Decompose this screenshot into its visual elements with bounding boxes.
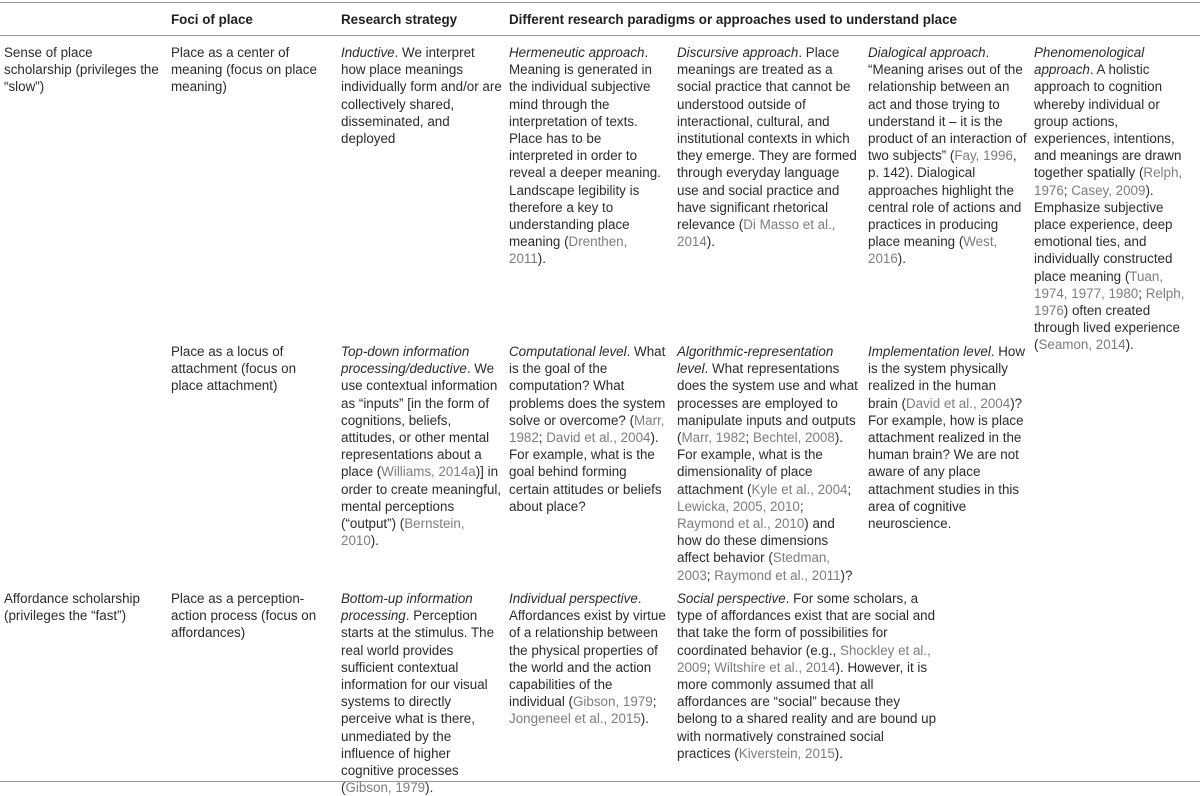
- cell-text: ).: [370, 533, 379, 549]
- cell-text: , p. 142). Dialogical approaches highlight the central role of actions and practices in producing place meaning (: [868, 148, 1022, 250]
- row-2-paradigm-1: [509, 343, 667, 515]
- cell-text: ) often created through lived experience (: [1034, 303, 1180, 353]
- approach-term: Phenomenological approach: [1034, 45, 1145, 78]
- cell-text: ;: [1063, 182, 1072, 198]
- citation: Kyle et al., 2004: [751, 481, 848, 497]
- cell-text: . Perception starts at the stimulus. The real world provides sufficient contextual information for our visual systems to directly perceive what is there, unmediated by the influence of higher cognitive processes (: [341, 608, 495, 796]
- cell-text: ;: [652, 694, 657, 710]
- row-1-strategy: [341, 44, 503, 147]
- row-3-strategy: [341, 590, 503, 796]
- header-research-strategy: Research strategy: [341, 12, 458, 27]
- row-2-strategy: [341, 343, 503, 549]
- cell-text: . How is the system physically realized in the human brain (: [868, 344, 1026, 411]
- citation: Marr, 1982: [509, 412, 665, 446]
- cell-text: )] in order to create meaningful, mental perceptions (“output”) (: [341, 464, 502, 532]
- row-2-focus: Place as a locus of attachment (focus on place attachment): [171, 344, 297, 394]
- approach-term: Implementation level: [868, 344, 991, 359]
- cell-text: ).: [425, 780, 434, 796]
- cell-text: . “Meaning arises out of the relationship between an act and those trying to understand it – it is the product of an interaction of two subjects” (: [868, 45, 1027, 164]
- citation: Kiverstein, 2015: [738, 745, 835, 761]
- citation: Williams, 2014a: [381, 464, 476, 480]
- cell-text: ;: [706, 567, 715, 583]
- approach-term: Algorithmic-representation level: [677, 344, 834, 377]
- cell-text: ;: [847, 481, 852, 497]
- citation: Raymond et al., 2011: [714, 567, 841, 583]
- row-3-focus: Place as a perception-action process (focus on affordances): [171, 591, 317, 641]
- cell-text: ). For example, what is the goal behind forming certain attitudes or beliefs about place?: [509, 430, 662, 514]
- cell-text: ).: [1125, 337, 1134, 353]
- citation: Stedman, 2003: [677, 550, 831, 583]
- row-2-paradigm-3: [868, 343, 1026, 532]
- approach-term: Hermeneutic approach: [509, 45, 645, 60]
- cell-text: . A holistic approach to cognition whereby individual or group actions, experiences, intentions, and meanings are drawn together spatially (: [1034, 62, 1182, 181]
- approach-term: Individual perspective: [509, 591, 638, 606]
- approach-term: Dialogical approach: [868, 45, 986, 60]
- cell-text: ;: [799, 498, 804, 514]
- citation: Fay, 1996: [954, 148, 1013, 164]
- row-3-paradigm-1: [509, 590, 667, 728]
- header-rule: [0, 35, 1200, 36]
- cell-text: . Place meanings are treated as a social practice that cannot be understood outside of interactional, cultural, and institutional contexts in which they emerge. They are formed through everyday language use and social practice and have significant rhetorical relevance (: [677, 45, 857, 233]
- cell-text: ).: [640, 711, 649, 727]
- cell-text: ). Emphasize subjective place experience, deep emotional ties, and individually constructed place meaning (: [1034, 182, 1173, 284]
- cell-text: . What representations does the system use and what processes are employed to manipulate inputs and outputs (: [677, 361, 858, 446]
- approach-term: Social perspective: [677, 591, 786, 606]
- citation: David et al., 2004: [546, 430, 651, 446]
- cell-text: ).: [897, 251, 906, 267]
- citation: Raymond et al., 2010: [677, 516, 805, 532]
- row-2-paradigm-2: [677, 343, 861, 584]
- citation: Bechtel, 2008: [752, 430, 835, 446]
- row-1-paradigm-3: [868, 44, 1028, 268]
- cell-text: ). For example, what is the dimensionality of place attachment (: [677, 430, 844, 497]
- citation: Di Masso et al., 2014: [677, 217, 836, 250]
- cell-text: ) and how do these dimensions affect behavior (: [677, 516, 835, 566]
- citation: Shockley et al., 2009: [677, 642, 931, 675]
- citation: Drenthen, 2011: [509, 234, 628, 267]
- row-1-paradigm-2: [677, 44, 861, 250]
- row-1-paradigm-1: [509, 44, 667, 268]
- citation: Bernstein, 2010: [341, 516, 465, 549]
- citation: Marr, 1982: [681, 430, 746, 446]
- citation: Seamon, 2014: [1038, 337, 1126, 353]
- cell-text: ;: [745, 430, 753, 446]
- cell-text: ).: [834, 745, 843, 761]
- approach-term: Discursive approach: [677, 45, 799, 60]
- citation: Gibson, 1979: [345, 780, 426, 796]
- cell-text: ).: [537, 251, 546, 267]
- approach-term: Computational level: [509, 344, 627, 359]
- cell-text: )? For example, how is place attachment realized in the human brain? We are not aware of any place attachment studies in this area of cognitive neuroscience.: [868, 395, 1024, 532]
- cell-text: ;: [706, 659, 715, 675]
- cell-text: ).: [706, 234, 715, 250]
- approach-term: Bottom-up information processing: [341, 591, 473, 624]
- cell-text: )?: [840, 567, 853, 583]
- row-1-focus: Place as a center of meaning (focus on place meaning): [171, 45, 317, 95]
- citation: Lewicka, 2005, 2010: [677, 498, 800, 514]
- citation: Jongeneel et al., 2015: [509, 711, 641, 727]
- approach-term: Top-down information processing/deductive: [341, 344, 470, 377]
- citation: David et al., 2004: [905, 395, 1011, 411]
- citation: West, 2016: [868, 234, 998, 267]
- citation: Relph, 1976: [1034, 285, 1185, 319]
- citation: Relph, 1976: [1034, 165, 1183, 198]
- cell-text: ). However, it is more commonly assumed that all affordances are “social” because they belong to a shared reality and are bound up with normatively constrained social practices (: [677, 659, 937, 761]
- cell-text: . Meaning is generated in the individual subjective mind through the interpretation of texts. Place has to be interpreted in order to reveal a deeper meaning. Landscape legibility is therefore a key to understanding place meaning (: [509, 45, 661, 250]
- citation: Tuan, 1974, 1977, 1980: [1034, 268, 1164, 301]
- cell-text: . Affordances exist by virtue of a relationship between the physical properties of the world and the action capabilities of the individual (: [509, 591, 666, 710]
- citation: Casey, 2009: [1071, 182, 1146, 198]
- row-1-paradigm-4: [1034, 44, 1194, 354]
- table-bottom-rule: [0, 781, 1200, 782]
- cell-text: . We interpret how place meanings individually form and/or are collectively shared, disseminated, and deployed: [341, 45, 502, 147]
- cell-text: . We use contextual information as “inputs” [in the form of cognitions, beliefs, attitudes, or other mental representations about a place (: [341, 361, 498, 480]
- table-top-rule: [0, 2, 1200, 3]
- cell-text: ;: [538, 430, 547, 446]
- cell-text: . For some scholars, a type of affordances exist that are social and that take the form of possibilities for coordinated behavior (e.g.,: [677, 591, 936, 658]
- approach-term: Inductive: [341, 45, 395, 60]
- cell-text: ;: [1138, 285, 1146, 301]
- header-foci-of-place: Foci of place: [171, 12, 253, 27]
- header-paradigms: Different research paradigms or approaches used to understand place: [509, 12, 957, 27]
- row-3-paradigm-2: [677, 590, 939, 762]
- citation: Gibson, 1979: [573, 694, 653, 710]
- row-1-scholarship: Sense of place scholarship (privileges the “slow”): [4, 45, 159, 95]
- citation: Wiltshire et al., 2014: [714, 659, 836, 675]
- cell-text: . What is the goal of the computation? What problems does the system solve or overcome? (: [509, 344, 666, 428]
- row-3-scholarship: Affordance scholarship (privileges the “fast”): [4, 591, 140, 624]
